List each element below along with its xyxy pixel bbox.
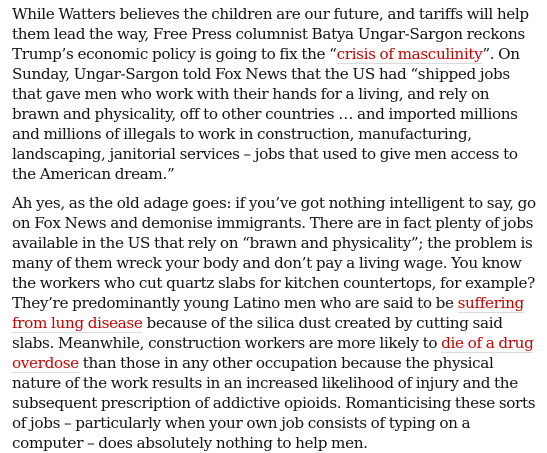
paragraph-2	[12, 193, 538, 453]
drug-overdose-link[interactable]: die of a drug overdose	[12, 334, 534, 372]
lung-disease-link[interactable]: suffering from lung disease	[12, 294, 524, 332]
paragraph-2-text-1: Ah yes, as the old adage goes: if you’ve got nothing intelligent to say, go on Fox News and demonise immigrants. There are in fact plenty of jobs available in the US that rely on “brawn and physicality”; the problem is many of them wreck your body and don’t pay a living wage. You know the workers who cut quartz slabs for kitchen countertops, for example? They’re predominantly young Latino men who are said to be	[12, 194, 536, 312]
paragraph-1	[12, 0, 538, 184]
paragraph-2-text-2: because of the silica dust created by cutting said slabs. Meanwhile, construction workers are more likely to	[12, 314, 503, 352]
paragraph-2-text-3: than those in any other occupation because the physical nature of the work results in an increased likelihood of injury and the subsequent prescription of addictive opioids. Romanticising these sorts of jobs – particularly when your own job consists of typing on a computer – does absolutely nothing to help men.	[12, 354, 536, 452]
crisis-of-masculinity-link[interactable]: crisis of masculinity	[336, 45, 483, 63]
paragraph-1-text-2: ”. On Sunday, Ungar-Sargon told Fox News that the US had “shipped jobs that gave men who work with their hands for a living, and rely on brawn and physicality, off to other countries … and imported millions and millions of illegals to work in construction, manufacturing, landscaping, janitorial services – jobs that used to give men access to the American dream.”	[12, 45, 520, 183]
paragraph-1-text-1: While Watters believes the children are our future, and tariffs will help them lead the way, Free Press columnist Batya Ungar-Sargon reckons Trump’s economic policy is going to fix the “	[12, 5, 529, 63]
article-body	[12, 0, 538, 453]
